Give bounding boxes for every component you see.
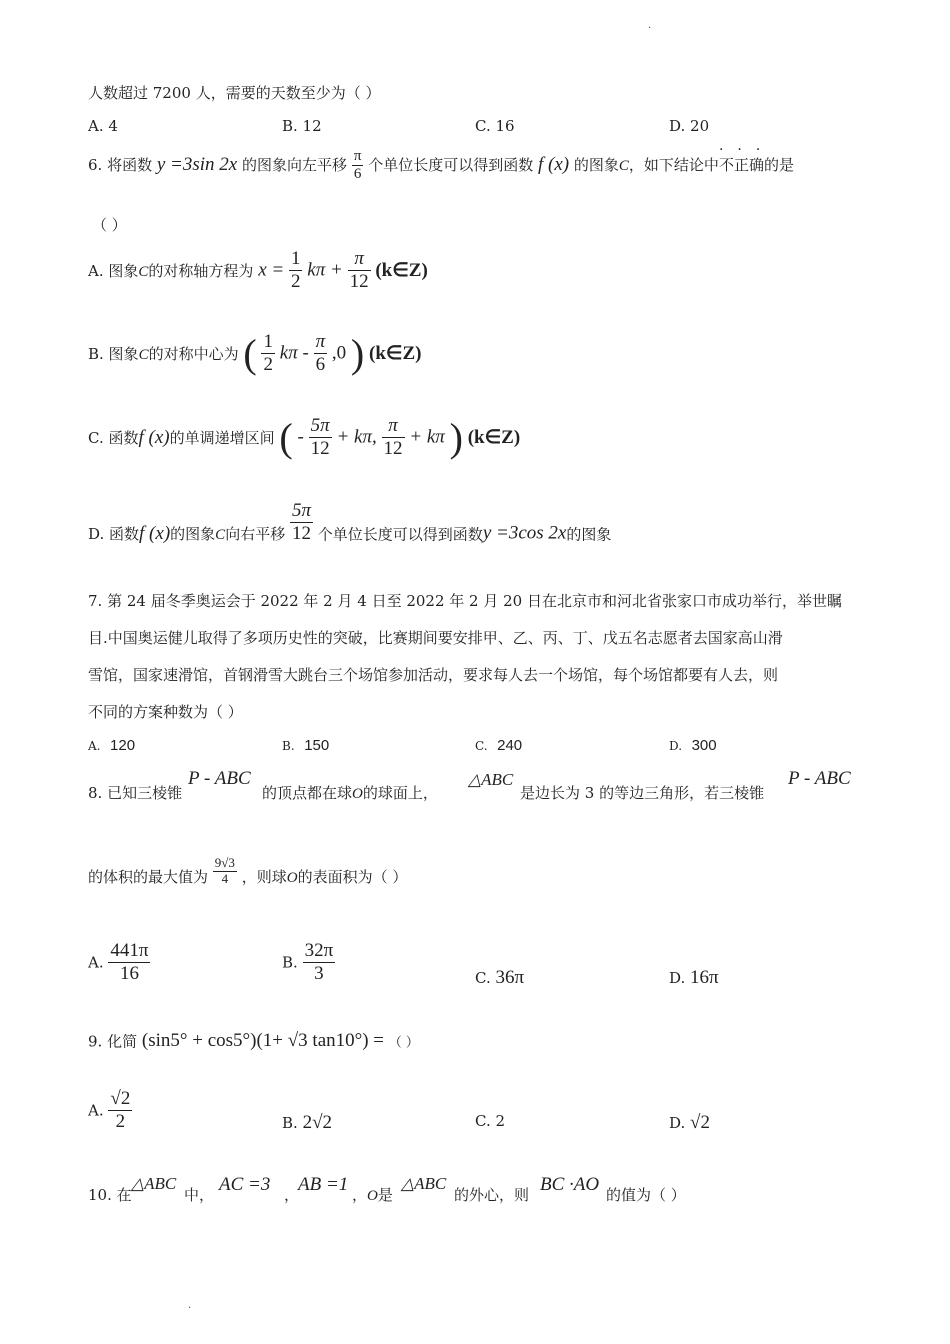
q8-prefix: 8. 已知三棱锥: [88, 784, 183, 802]
q8-option-c: [475, 967, 524, 989]
q10-triangle: △ABC: [401, 1174, 447, 1193]
q10-triangle: △ABC: [131, 1174, 177, 1193]
option-label: D.: [669, 739, 683, 753]
q8-pyramid: P - ABC: [788, 768, 851, 789]
k-in-z: (k∈Z): [375, 259, 428, 281]
option-text: 的对称中心为: [148, 345, 239, 363]
option-label: B. 图象: [88, 345, 139, 363]
q8-text-3: 是边长为 3 的等边三角形，若三棱锥: [520, 784, 765, 802]
q6-mid1: 的图象向左平移: [242, 155, 348, 174]
text: 的表面积为（ ）: [297, 867, 408, 886]
k-pi-minus: kπ -: [279, 342, 309, 364]
option-label: A.: [88, 739, 101, 753]
right-paren: ): [350, 331, 365, 376]
graph-c: C: [138, 347, 149, 363]
fraction-denominator: 12: [310, 438, 330, 459]
scan-speck: .: [648, 20, 652, 31]
fraction-denominator: 6: [353, 166, 362, 183]
fraction-denominator: 16: [119, 962, 139, 984]
target-func: y =3cos 2x: [482, 522, 567, 544]
q9-option-d: [669, 1112, 710, 1134]
option-value: 240: [497, 737, 523, 754]
k-in-z: (k∈Z): [369, 343, 422, 364]
q6-prefix: 6. 将函数: [88, 155, 153, 174]
left-paren: (: [279, 415, 293, 460]
text: 中，: [184, 1186, 215, 1204]
q8-option-a: [88, 940, 150, 985]
q9-expression: (sin5° + cos5°)(1+ √3 tan10°) =: [141, 1030, 385, 1051]
text: 的顶点都在球: [262, 784, 353, 802]
q10-text: [352, 1184, 393, 1205]
q9-prefix: 9. 化简: [88, 1032, 138, 1051]
fraction-numerator: 1: [290, 248, 301, 269]
plus-k-pi: + kπ,: [336, 426, 377, 448]
fx: f (x): [138, 426, 170, 448]
q8-pyramid: P - ABC: [188, 768, 251, 789]
option-text: 的图象: [566, 525, 612, 544]
fraction-numerator: π: [352, 148, 364, 166]
emphasis-dots: ···: [718, 141, 775, 158]
text: 的球面上，: [362, 784, 438, 802]
k-pi-plus: kπ +: [307, 259, 343, 281]
q6-option-a-label: [88, 262, 253, 280]
text: 是: [377, 1186, 393, 1204]
q5-option-b: B. 12: [282, 117, 322, 135]
q6-option-d: [88, 500, 611, 545]
option-text: 向右平移: [225, 524, 286, 543]
fraction-numerator: 5π: [291, 500, 312, 521]
fx: f (x): [139, 522, 171, 544]
fraction-numerator: 32π: [304, 940, 334, 961]
fraction-denominator: 3: [314, 962, 324, 984]
option-text: 的对称轴方程为: [148, 261, 254, 280]
q8-option-b: [282, 940, 335, 985]
option-label: B.: [282, 739, 295, 753]
option-label: A.: [88, 953, 104, 972]
q9-stem: [88, 1030, 419, 1052]
fraction-denominator: 12: [383, 438, 403, 459]
fraction-numerator: π: [348, 248, 371, 271]
fraction-half: [261, 331, 275, 376]
q7-line-4: 不同的方案种数为（ ）: [88, 703, 243, 721]
q6-answer-paren: （ ）: [92, 216, 127, 234]
option-value: 16π: [690, 967, 719, 988]
fraction-denominator: 6: [315, 354, 326, 375]
fraction-denominator: 2: [115, 1110, 126, 1132]
fraction-5pi-12: [309, 415, 332, 460]
q6-end: 的是: [763, 155, 794, 174]
option-label: D. 函数: [88, 524, 140, 543]
q6-mid4: ，如下结论中: [628, 155, 719, 174]
fraction: [108, 1088, 132, 1133]
option-label: C.: [475, 969, 491, 987]
option-value: 36π: [495, 967, 525, 988]
option-text: 个单位长度可以得到函数: [317, 525, 483, 544]
text: ，: [284, 1186, 300, 1204]
fraction-denominator: 2: [290, 270, 301, 292]
fraction-numerator: π: [315, 331, 326, 353]
option-value: 2√2: [302, 1112, 333, 1133]
fraction-numerator: π: [382, 415, 405, 438]
fraction-numerator: 5π: [310, 415, 330, 437]
fraction-half: [289, 248, 303, 293]
fraction-volume: [213, 856, 237, 887]
left-paren: (: [243, 331, 257, 376]
q10-prefix: 10. 在: [88, 1186, 132, 1204]
scan-speck: .: [188, 1300, 192, 1311]
fraction-denominator: 2: [263, 354, 273, 375]
q6-option-b: [88, 330, 421, 377]
fraction-numerator: 9√3: [214, 855, 235, 870]
q5-option-a: A. 4: [88, 117, 118, 135]
q7-option-c: [475, 736, 522, 754]
option-label: D.: [669, 1114, 686, 1132]
q8-option-d: [669, 967, 719, 989]
option-value: 300: [691, 737, 717, 754]
q5-option-c: C. 16: [475, 117, 515, 135]
q6-option-c: [88, 414, 520, 461]
q6-option-c-label: [88, 426, 275, 448]
q6-graph-c: C: [618, 157, 629, 174]
q6-emphasis: [718, 141, 775, 174]
fraction-denominator: 4: [221, 870, 229, 886]
fraction-5pi-12: [290, 500, 313, 545]
text: ，则球: [241, 867, 287, 886]
text: ，: [352, 1186, 368, 1204]
option-label: B.: [282, 953, 298, 972]
fraction-numerator: 1: [263, 331, 273, 353]
fraction-pi-6: [314, 331, 328, 376]
option-label: D.: [669, 969, 686, 987]
q7-option-a: [88, 736, 135, 754]
option-value: √2: [690, 1112, 710, 1133]
q8-triangle: △ABC: [468, 770, 514, 789]
fraction-denominator: 12: [349, 270, 369, 292]
q7-option-b: [282, 736, 329, 754]
q8-text-1: [262, 782, 438, 803]
fraction-numerator: 441π: [110, 940, 149, 961]
graph-c: C: [138, 263, 149, 280]
q6-emphasis-text: 不正确: [718, 155, 764, 174]
q10-dot-product: BC ·AO: [540, 1174, 600, 1195]
fraction-denominator: 12: [292, 522, 311, 544]
q6-func: y =3sin 2x: [156, 153, 238, 175]
text: 的外心，则: [454, 1186, 530, 1204]
q9-option-a: [88, 1088, 132, 1133]
q8-line-2: [88, 856, 407, 887]
q6-option-a: [88, 248, 428, 293]
q7-line-2: 目.中国奥运健儿取得了多项历史性的突破，比赛期间要安排甲、乙、丙、丁、戊五名志愿者去国家高山滑: [88, 629, 783, 647]
option-label: C. 函数: [88, 428, 139, 447]
q6-stem: [88, 141, 794, 184]
k-in-z: (k∈Z): [467, 427, 521, 448]
q9-option-c: C. 2: [475, 1112, 506, 1130]
q6-option-b-label: [88, 345, 239, 363]
q10-ac: AC =3: [219, 1174, 271, 1195]
q6-fx: f (x): [537, 153, 570, 175]
option-text: 的单调递增区间: [169, 428, 275, 447]
x-equals: x =: [258, 259, 285, 281]
fraction-numerator: √2: [110, 1088, 131, 1109]
minus-sign: -: [297, 426, 304, 448]
option-label: B.: [282, 1114, 298, 1132]
q9-option-b: [282, 1112, 332, 1134]
text: 的值为（ ）: [606, 1186, 686, 1204]
option-label: C.: [475, 739, 488, 753]
q6-mid3: 的图象: [573, 155, 619, 174]
q5-stem-tail: 人数超过 7200 人，需要的天数至少为（ ）: [88, 84, 381, 102]
fraction-pi-12: [348, 248, 371, 293]
q6-shift-fraction: [352, 148, 364, 184]
fraction: [303, 940, 336, 985]
text: 的体积的最大值为: [88, 867, 209, 886]
fraction: [108, 940, 150, 985]
q9-answer-paren: （ ）: [388, 1035, 419, 1051]
q6-option-d-label: [88, 522, 286, 544]
comma-zero: ,0: [331, 342, 347, 364]
plus-k-pi: + kπ: [409, 426, 445, 448]
q5-option-d: D. 20: [669, 117, 710, 135]
q7-option-d: [669, 736, 717, 754]
q7-line-1: 7. 第 24 届冬季奥运会于 2022 年 2 月 4 日至 2022 年 2 月 20 日在北京市和河北省张家口市成功举行，举世瞩: [88, 592, 842, 610]
q6-mid2: 个单位长度可以得到函数: [368, 155, 534, 174]
q7-line-3: 雪馆，国家速滑馆，首钢滑雪大跳台三个场馆参加活动，要求每人去一个场馆，每个场馆都要有人去，则: [88, 666, 779, 684]
option-value: 150: [304, 737, 330, 754]
option-label: A.: [88, 1101, 104, 1120]
circumcenter-o: O: [367, 1188, 378, 1204]
right-paren: ): [449, 415, 463, 460]
option-text: 的图象: [170, 524, 216, 543]
option-label: A. 图象: [88, 261, 139, 280]
fraction-pi-12: [382, 415, 405, 460]
option-value: 120: [110, 737, 136, 754]
sphere-o: O: [352, 786, 363, 802]
q10-ab: AB =1: [298, 1174, 349, 1195]
graph-c: C: [215, 526, 226, 543]
sphere-o: O: [286, 869, 298, 886]
